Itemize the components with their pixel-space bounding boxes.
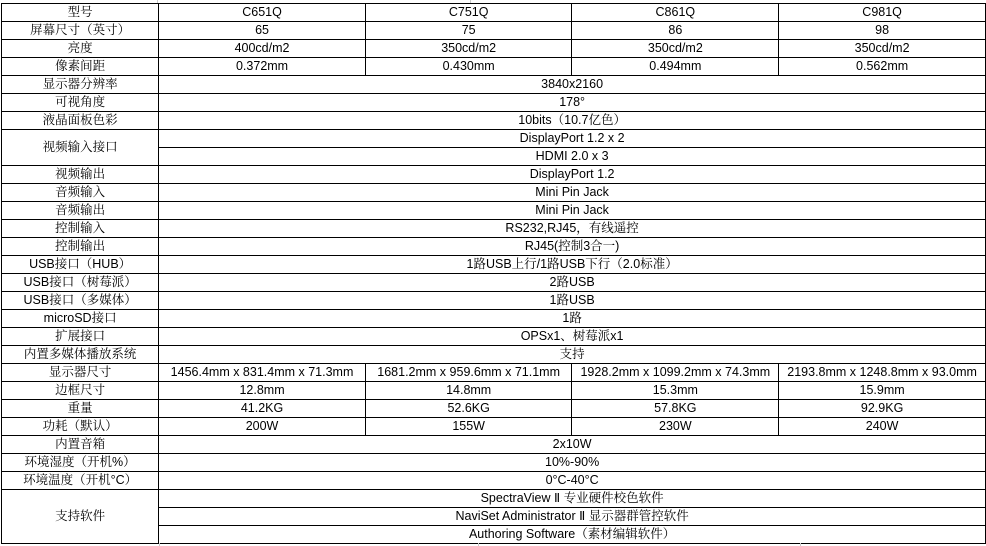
row-label: 边框尺寸 [2,382,159,400]
spreadsheet-gridline [157,0,158,3]
spec-value-cell: 350cd/m2 [365,40,572,58]
spec-row [2,328,986,346]
spec-value-cell: 98 [779,22,986,40]
spec-row [2,202,986,220]
spec-value-cell: RJ45(控制3合一) [159,238,986,256]
spec-value-cell: 178° [159,94,986,112]
spec-value-cell: DisplayPort 1.2 x 2 [159,130,986,148]
row-label: USB接口（HUB） [2,256,159,274]
row-label: 可视角度 [2,94,159,112]
spec-row [2,472,986,490]
spec-value-cell: 10%-90% [159,454,986,472]
spec-value-cell: 0.430mm [365,58,572,76]
row-label: 屏幕尺寸（英寸） [2,22,159,40]
row-label: 视频输出 [2,166,159,184]
spec-row [2,256,986,274]
row-label: 显示器尺寸 [2,364,159,382]
spec-value-cell: NaviSet Administrator Ⅱ 显示器群管控软件 [159,508,986,526]
spec-value-cell: 86 [572,22,779,40]
row-label: 支持软件 [2,490,159,544]
spreadsheet-gridline [470,0,471,3]
spec-value-cell: 支持 [159,346,986,364]
model-name-cell: C861Q [572,4,779,22]
spec-row [2,40,986,58]
spec-value-cell: 15.3mm [572,382,779,400]
row-label: 音频输入 [2,184,159,202]
spec-row [2,184,986,202]
spec-row [2,292,986,310]
spec-value-cell: HDMI 2.0 x 3 [159,148,986,166]
spec-row [2,400,986,418]
spec-value-cell: Authoring Software（素材编辑软件） [159,526,986,544]
row-label: 环境湿度（开机%） [2,454,159,472]
row-label: 功耗（默认） [2,418,159,436]
spec-row [2,382,986,400]
spec-value-cell: 2x10W [159,436,986,454]
spec-table [1,3,986,544]
model-name-cell: C651Q [159,4,366,22]
spec-row [2,76,986,94]
spec-row [2,490,986,508]
spec-row [2,112,986,130]
spec-value-cell: 92.9KG [779,400,986,418]
spec-value-cell: 155W [365,418,572,436]
spec-value-cell: 10bits（10.7亿色） [159,112,986,130]
spec-value-cell: 15.9mm [779,382,986,400]
row-label: 液晶面板色彩 [2,112,159,130]
spec-value-cell: 1路 [159,310,986,328]
row-label: USB接口（树莓派） [2,274,159,292]
spec-value-cell: RS232,RJ45，有线遥控 [159,220,986,238]
spec-value-cell: 52.6KG [365,400,572,418]
spec-value-cell: 1456.4mm x 831.4mm x 71.3mm [159,364,366,382]
row-label: 控制输入 [2,220,159,238]
spec-value-cell: 14.8mm [365,382,572,400]
spec-row [2,22,986,40]
row-label: 显示器分辨率 [2,76,159,94]
spec-row [2,130,986,148]
spec-value-cell: 0°C-40°C [159,472,986,490]
model-name-cell: C981Q [779,4,986,22]
spec-row [2,58,986,76]
row-label: 音频输出 [2,202,159,220]
model-name-cell: C751Q [365,4,572,22]
spec-row [2,436,986,454]
spec-row [2,220,986,238]
row-label: 内置音箱 [2,436,159,454]
spec-value-cell: 0.562mm [779,58,986,76]
row-label: 控制输出 [2,238,159,256]
row-label: 视频输入接口 [2,130,159,166]
spec-row [2,364,986,382]
spec-row [2,418,986,436]
spec-value-cell: Mini Pin Jack [159,202,986,220]
spec-value-cell: 230W [572,418,779,436]
spec-value-cell: 2193.8mm x 1248.8mm x 93.0mm [779,364,986,382]
row-label: 型号 [2,4,159,22]
spec-value-cell: 12.8mm [159,382,366,400]
spec-value-cell: 240W [779,418,986,436]
spec-value-cell: 350cd/m2 [572,40,779,58]
row-label: 亮度 [2,40,159,58]
spec-value-cell: 400cd/m2 [159,40,366,58]
spec-value-cell: OPSx1、树莓派x1 [159,328,986,346]
spec-value-cell: 0.372mm [159,58,366,76]
spec-value-cell: 65 [159,22,366,40]
spec-value-cell: 1路USB上行/1路USB下行（2.0标准） [159,256,986,274]
row-label: 内置多媒体播放系统 [2,346,159,364]
spec-value-cell: 3840x2160 [159,76,986,94]
spec-value-cell: 1681.2mm x 959.6mm x 71.1mm [365,364,572,382]
row-label: microSD接口 [2,310,159,328]
row-label: 扩展接口 [2,328,159,346]
row-label: USB接口（多媒体） [2,292,159,310]
spec-value-cell: DisplayPort 1.2 [159,166,986,184]
row-label: 环境温度（开机°C） [2,472,159,490]
spec-value-cell: 57.8KG [572,400,779,418]
spec-row [2,454,986,472]
spec-value-cell: 1路USB [159,292,986,310]
spec-row [2,274,986,292]
spec-row [2,346,986,364]
row-label: 重量 [2,400,159,418]
spec-value-cell: 2路USB [159,274,986,292]
spec-value-cell: 1928.2mm x 1099.2mm x 74.3mm [572,364,779,382]
spec-row [2,310,986,328]
spec-row [2,4,986,22]
spec-value-cell: SpectraView Ⅱ 专业硬件校色软件 [159,490,986,508]
spec-value-cell: Mini Pin Jack [159,184,986,202]
spec-value-cell: 0.494mm [572,58,779,76]
spec-value-cell: 350cd/m2 [779,40,986,58]
spec-value-cell: 41.2KG [159,400,366,418]
row-label: 像素间距 [2,58,159,76]
spec-row [2,94,986,112]
spec-row [2,166,986,184]
spec-value-cell: 200W [159,418,366,436]
spec-row [2,238,986,256]
spec-value-cell: 75 [365,22,572,40]
